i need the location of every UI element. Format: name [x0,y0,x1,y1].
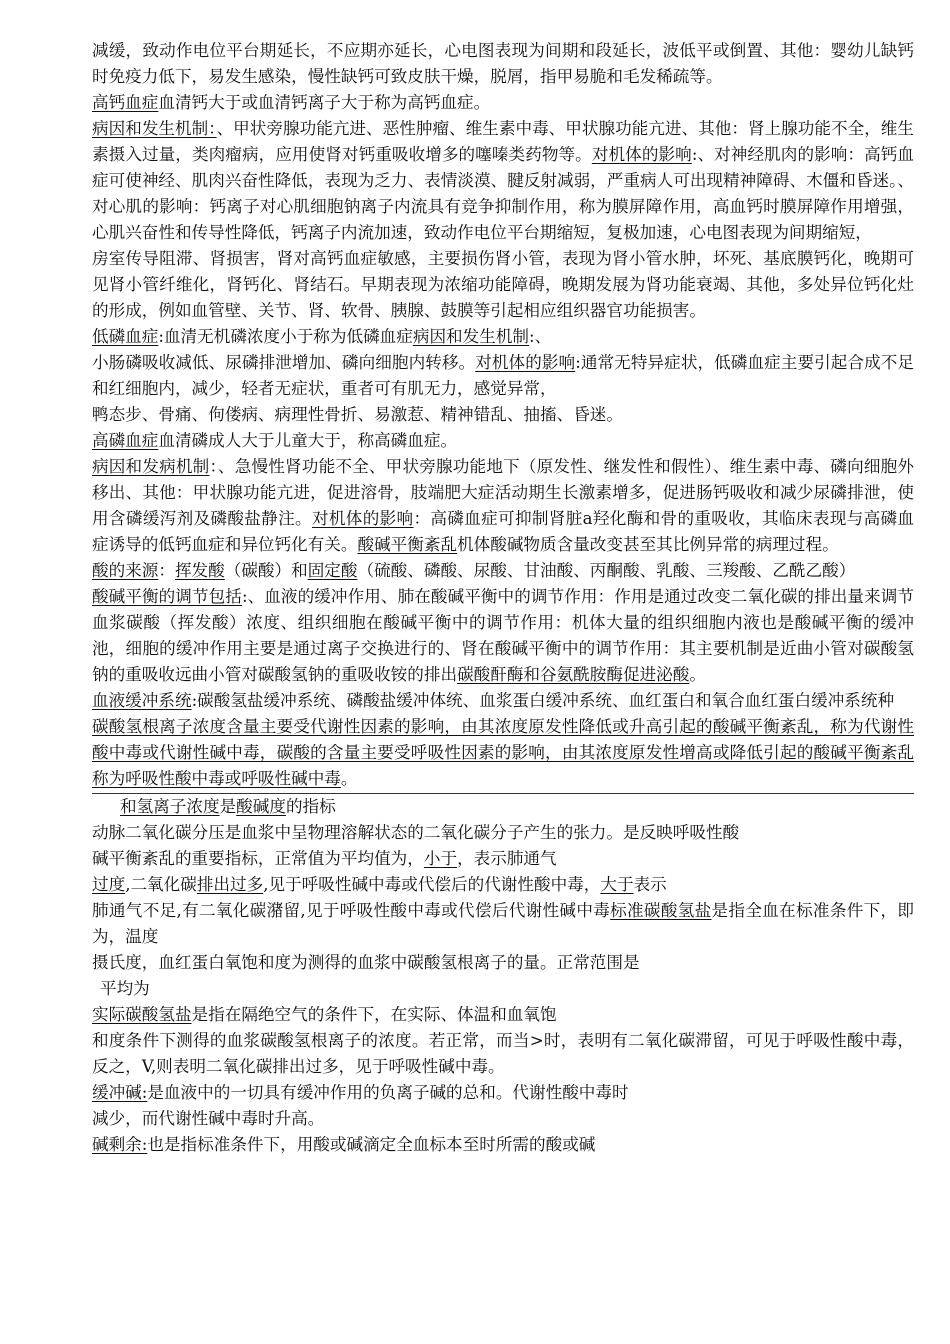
text: 肺通气不足,有二氧化碳潴留,见于呼吸性酸中毒或代偿后代谢性碱中毒 [92,901,611,920]
text: :碳酸氢盐缓冲系统、磷酸盐缓冲体统、血浆蛋白缓冲系统、血红蛋白和氧合血红蛋白缓冲系统种 [191,691,895,710]
text: 的指标 [285,797,336,816]
term-hypophosphatemia: 低磷血症 [92,327,159,346]
term-ph: 酸碱度 [236,797,286,816]
paragraph-hypercalcemia-causes [92,116,914,246]
text: :血清无机磷浓度小于称为低磷血症 [158,327,413,346]
text: 碱平衡紊乱的重要指标，正常值为平均值为， [92,849,424,868]
paragraph-hypercalcemia-definition [92,90,914,116]
heading-causes: 病因和发病机制 [92,457,210,476]
paragraph-base-excess [92,1132,914,1158]
paragraph-buffer-systems [92,688,914,714]
paragraph-ab-interpretation: 和度条件下测得的血浆碳酸氢根离子的浓度。若正常，而当>时，表明有二氧化碳滞留，可见于呼吸性酸中毒，反之，V,则表明二氧化碳排出过多，见于呼吸性碱中毒。 [92,1031,914,1076]
term-hypercalcemia: 高钙血症 [92,93,159,112]
paragraph-metabolic-respiratory [92,714,914,792]
heading-buffer-systems: 血液缓冲系统 [92,691,192,710]
text: ,见于呼吸性碱中毒或代偿后的代谢性酸中毒， [263,875,601,894]
text: :、 [529,327,552,346]
term-enzymes: 碳酸酐酶和谷氨酰胺酶促进泌酸 [457,665,690,684]
term-excessive: 过度 [92,875,126,894]
paragraph-hypophosphatemia-symptoms: 鸭态步、骨痛、佝偻病、病理性骨折、易激惹、精神错乱、抽搐、昏迷。 [92,405,623,424]
paragraph-hypophosphatemia-definition [92,324,914,350]
paragraph-standard-bicarbonate [92,898,914,950]
term-acid-base-disorder: 酸碱平衡紊乱 [357,535,458,554]
text: （硫酸、磷酸、尿酸、甘油酸、丙酮酸、乳酸、三羧酸、乙酰乙酸） [357,561,856,580]
term-base-excess: 碱剩余: [92,1135,148,1154]
paragraph-acid-sources [92,558,914,584]
term-excess-exhaled: 排出过多 [196,875,264,894]
text: 血清钙大于或血清钙离子大于称为高钙血症。 [158,93,491,112]
text: 。 [689,665,706,684]
term-buffer-base: 缓冲碱: [92,1083,148,1102]
text: 也是指标准条件下，用酸或碱滴定全血标本至时所需的酸或碱 [147,1135,596,1154]
text: :通常无特异症状，低磷血症主要引起合成不足和红细胞内，减少，轻者无症状，重者可有肌无力，感觉异常， [92,353,915,398]
paragraph-paco2-definition: 动脉二氧化碳分压是血浆中呈物理溶解状态的二氧化碳分子产生的张力。是反映呼吸性酸 [92,823,740,842]
paragraph-paco2-normal [92,846,914,872]
text: ： [158,561,175,580]
paragraph-buffer-base [92,1080,914,1106]
text: 是 [219,797,237,816]
paragraph-hypocalcemia-effects-end: 减缓，致动作电位平台期延长，不应期亦延长，心电图表现为间期和段延长，波低平或倒置、其他：婴幼儿缺钙时免疫力低下，易发生感染，慢性缺钙可致皮肤干燥，脱屑，指甲易脆和毛发稀疏等。 [92,41,914,86]
paragraph-ph-indicator [92,794,914,820]
term-standard-bicarbonate: 标准碳酸氢盐 [610,901,712,920]
paragraph-hyperphosphatemia-causes [92,454,914,558]
text: 、甲状旁腺功能亢进、恶性肿瘤、维生素中毒、甲状腺功能亢进、其他：肾上腺功能不全，维生素摄入过量，类肉瘤病，应用使肾对钙重吸收增多的噻嗪类药物等。 [92,119,915,164]
paragraph-actual-bicarbonate [92,1002,914,1028]
heading-regulation: 酸碱平衡的调节包括 [92,587,242,606]
text: 小肠磷吸收减低、尿磷排泄增加、磷向细胞内转移。 [92,353,476,372]
text: 是指在隔绝空气的条件下，在实际、体温和血氧饱 [191,1005,557,1024]
heading-effects: 对机体的影响 [311,509,414,528]
text: 血清磷成人大于儿童大于，称高磷血症。 [158,431,458,450]
text: :、对神经肌肉的影响：高钙血症可使神经、肌肉兴奋性降低，表现为乏力、表情淡漠、腱反射减弱，严重病人可出现精神障碍、木僵和昏迷。、对心肌的影响：钙离子对心肌细胞钠离子内流具有竞争抑制作用，称为膜屏障作用，高血钙时膜屏障作用增强，心肌兴奋性和传导性降低，钙离子内流加速，致动作电位平台期缩短，复极加速，心电图表现为间期缩短， [92,145,915,242]
term-volatile-acid: 挥发酸 [174,561,225,580]
text: （碳酸）和 [224,561,308,580]
text: 表示 [633,875,667,894]
text: :、血液的缓冲作用、肺在酸碱平衡中的调节作用：作用是通过改变二氧化碳的排出量来调节血浆碳酸（挥发酸）浓度、组织细胞在酸碱平衡中的调节作用：机体大量的组织细胞内液也是酸碱平衡的缓冲池，细胞的缓冲作用主要是通过离子交换进行的、肾在酸碱平衡中的调节作用：其主要机制是近曲小管对碳酸氢钠的重吸收远曲小管对碳酸氢钠的重吸收铵的排出 [92,587,914,684]
paragraph-hyperphosphatemia-definition [92,428,914,454]
term-hydrogen-ion: 和氢离子浓度 [120,797,220,816]
text: ：、急慢性肾功能不全、甲状旁腺功能地下（原发性、继发性和假性）、维生素中毒、磷向细胞外移出、其他：甲状腺功能亢进，促进溶骨，肢端肥大症活动期生长激素增多，促进肠钙吸收和减少尿磷排泄，使用含磷缓泻剂及磷酸盐静注。 [92,457,915,528]
term-less-than: 小于 [423,849,458,868]
paragraph-paco2-low [92,872,914,898]
heading-effects: 对机体的影响 [475,353,576,372]
paragraph-average: 平均为 [100,979,150,998]
term-fixed-acid: 固定酸 [307,561,358,580]
term-actual-bicarbonate: 实际碳酸氢盐 [92,1005,192,1024]
heading-causes: 病因和发生机制 [412,327,530,346]
paragraph-acid-base-regulation [92,584,914,688]
text: 。 [340,769,358,788]
heading-acid-sources: 酸的来源 [92,561,159,580]
term-greater-than: 大于 [600,875,634,894]
text-underlined-block: 碳酸氢根离子浓度含量主要受代谢性因素的影响，由其浓度原发性降低或升高引起的酸碱平衡紊乱，称为代谢性酸中毒或代谢性碱中毒，碳酸的含量主要受呼吸性因素的影响，由其浓度原发性增高或降低引起的酸碱平衡紊乱称为呼吸性酸中毒或呼吸性碱中毒 [92,717,914,788]
heading-causes: 病因和发生机制： [92,119,217,138]
text: ，表示肺通气 [457,849,557,868]
text: ：高磷血症可抑制肾脏a羟化酶和骨的重吸收，其临床表现与高磷血症诱导的低钙血症和异位钙化有关。 [92,509,915,554]
paragraph-sb-measurement: 摄氏度，血红蛋白氧饱和度为测得的血浆中碳酸氢根离子的量。正常范围是 [92,953,640,972]
document-page [92,38,914,1158]
term-hyperphosphatemia: 高磷血症 [92,431,159,450]
text: 机体酸碱物质含量改变甚至其比例异常的病理过程。 [457,535,839,554]
text: 是指全血在标准条件下，即为，温度 [92,901,915,946]
text: ,二氧化碳 [125,875,197,894]
paragraph-hypophosphatemia-effects [92,350,914,402]
heading-effects: 对机体的影响 [591,145,692,164]
text: 是血液中的一切具有缓冲作用的负离子碱的总和。代谢性酸中毒时 [147,1083,629,1102]
paragraph-hypercalcemia-renal: 房室传导阻滞、肾损害，肾对高钙血症敏感，主要损伤肾小管，表现为肾小管水肿，坏死、基底膜钙化，晚期可见肾小管纤维化，肾钙化、肾结石。早期表现为浓缩功能障碍，晚期发展为肾功能衰竭、其他，多处异位钙化灶的形成，例如血管壁、关节、肾、软骨、胰腺、鼓膜等引起相应组织器官功能损害。 [92,249,914,320]
paragraph-buffer-base-change: 减少，而代谢性碱中毒时升高。 [92,1109,325,1128]
